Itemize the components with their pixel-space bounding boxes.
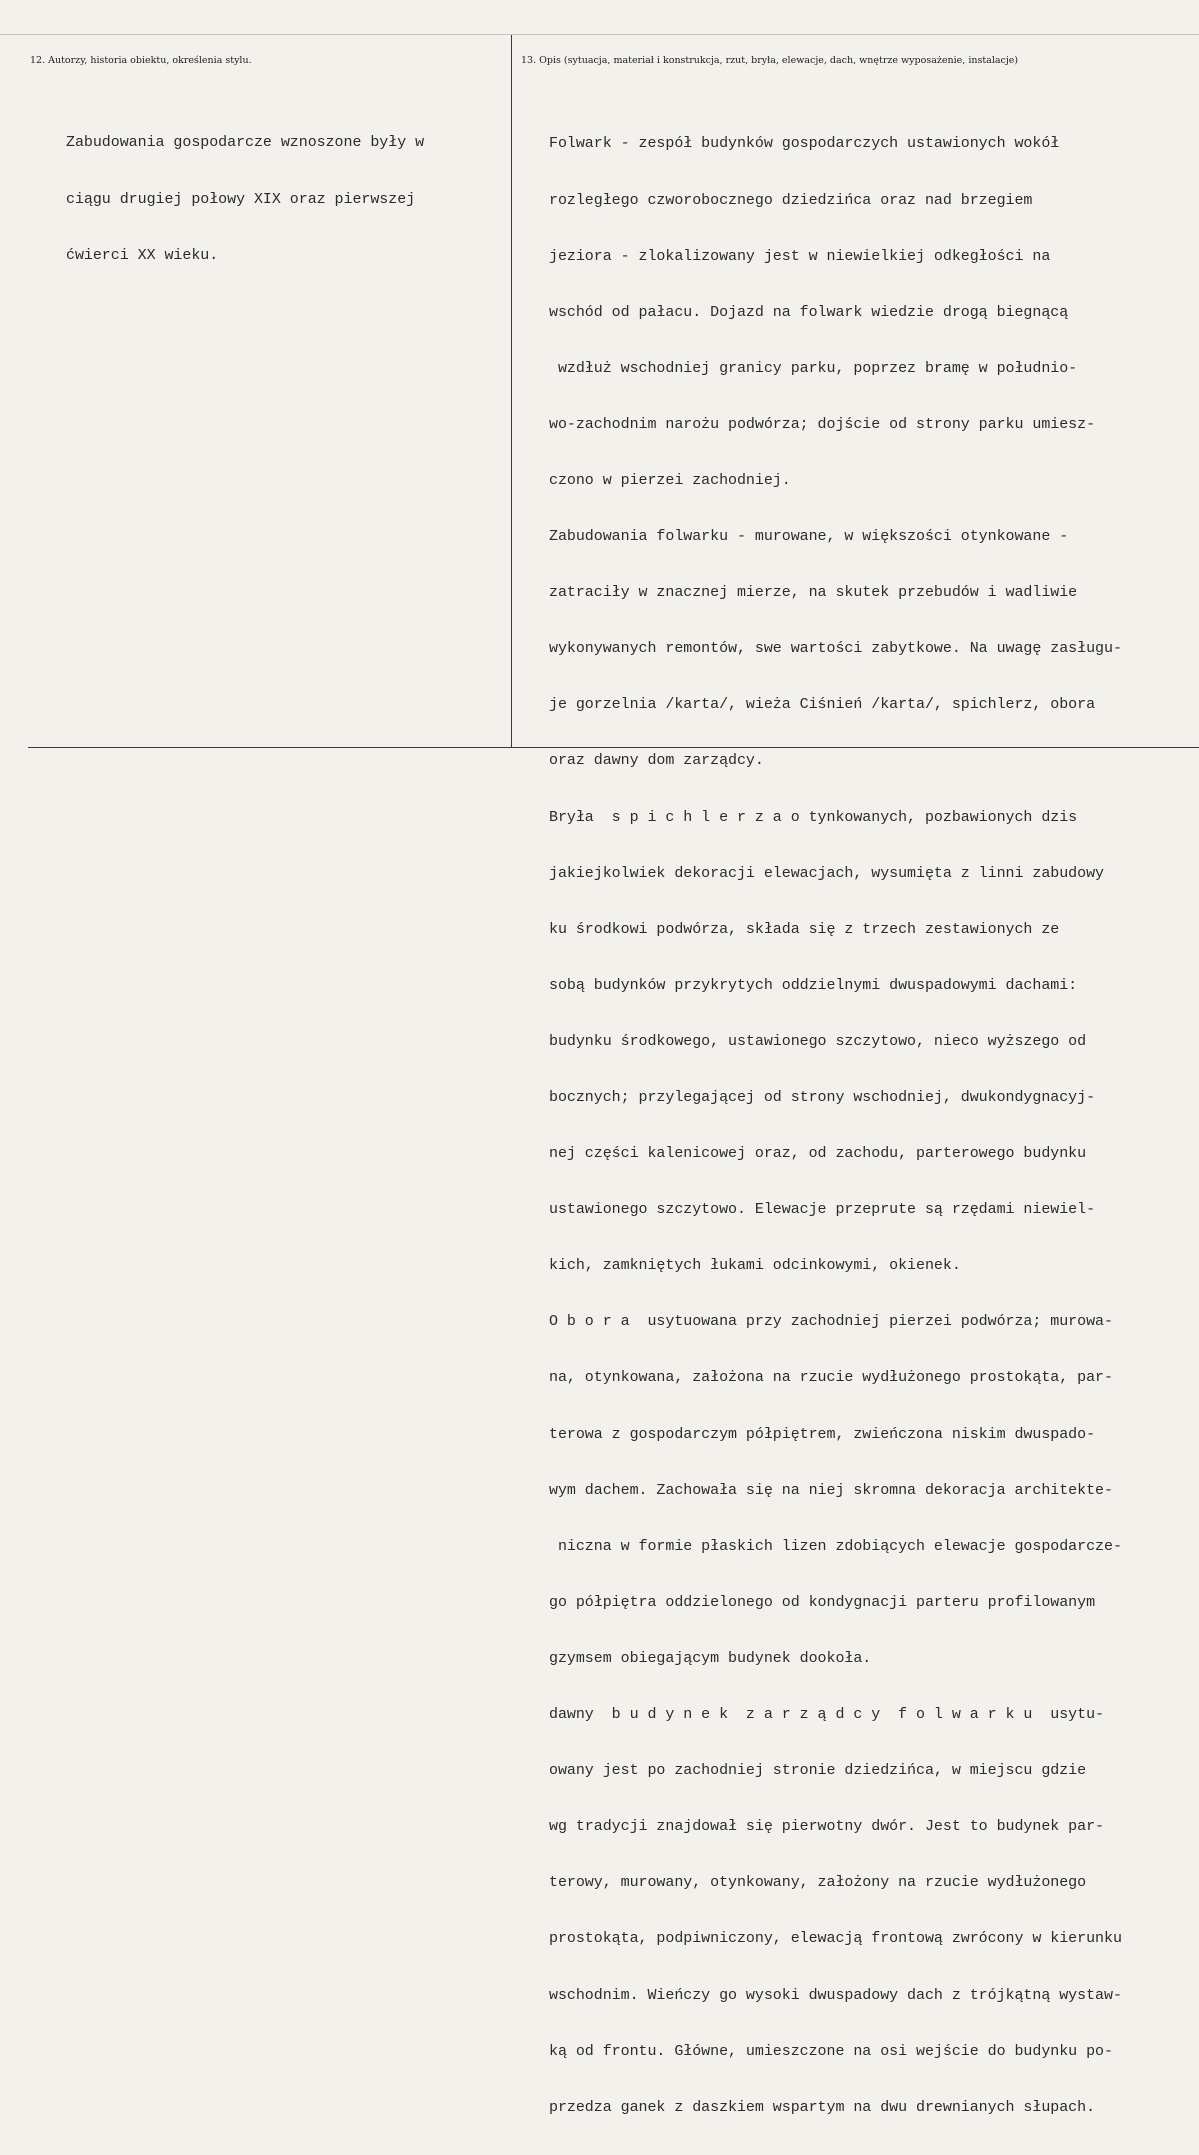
text-line: Zabudowania gospodarcze wznoszone były w [66, 134, 425, 152]
bottom-rule [28, 747, 1199, 748]
text-line: czono w pierzei zachodniej. [549, 471, 791, 489]
field-label-13: 13. Opis (sytuacja, materiał i konstrukcja, rzut, bryła, elewacje, dach, wnętrze wyposażenie, instalacje) [521, 55, 1019, 66]
text-line: jakiejkolwiek dekoracji elewacjach, wysumięta z linni zabudowy [549, 864, 1104, 882]
top-rule [0, 34, 1199, 35]
text-line: wym dachem. Zachowała się na niej skromna dekoracja architekte- [549, 1481, 1113, 1499]
text-line: ustawionego szczytowo. Elewacje przeprute są rzędami niewiel- [549, 1201, 1096, 1219]
text-line: bocznych; przylegającej od strony wschodniej, dwukondygnacyj- [549, 1089, 1096, 1106]
text-line: terowa z gospodarczym półpiętrem, zwieńczona niskim dwuspado- [549, 1425, 1096, 1443]
section-12-text [66, 97, 424, 303]
text-line: Folwark - zespół budynków gospodarczych ustawionych wokół [549, 135, 1060, 153]
text-line: wschodnim. Wieńczy go wysoki dwuspadowy dach z trójkątną wystaw- [549, 1986, 1122, 2004]
text-line: wo-zachodnim narożu podwórza; dojście od strony parku umiesz- [549, 415, 1096, 433]
text-line: gzymsem obiegającym budynek dookoła. [549, 1649, 872, 1667]
text-line: sobą budynków przykrytych oddzielnymi dwuspadowymi dachami: [549, 976, 1078, 994]
text-line: terowy, murowany, otynkowany, założony na rzucie wydłużonego [549, 1874, 1087, 1892]
text-line: je gorzelnia /karta/, wieża Ciśnień /karta/, spichlerz, obora [549, 696, 1096, 714]
text-line: go półpiętra oddzielonego od kondygnacji parteru profilowanym [549, 1593, 1096, 1611]
text-line: ką od frontu. Główne, umieszczone na osi wejście do budynku po- [549, 2042, 1113, 2060]
text-line: jeziora - zlokalizowany jest w niewielkiej odkegłości na [549, 247, 1051, 265]
text-line: Zabudowania folwarku - murowane, w większości otynkowane - [549, 528, 1069, 546]
text-line: ciągu drugiej połowy XIX oraz pierwszej [66, 190, 416, 208]
text-line: wykonywanych remontów, swe wartości zabytkowe. Na uwagę zasługu- [549, 640, 1122, 658]
text-line: oraz dawny dom zarządcy. [549, 752, 764, 770]
text-line: budynku środkowego, ustawionego szczytowo, nieco wyższego od [549, 1032, 1087, 1050]
text-line: wg tradycji znajdował się pierwotny dwór. Jest to budynek par- [549, 1818, 1104, 1836]
text-line: nej części kalenicowej oraz, od zachodu, parterowego budynku [549, 1145, 1087, 1163]
text-line: przedza ganek z daszkiem wspartym na dwu drewnianych słupach. [549, 2098, 1096, 2116]
text-line: ćwierci XX wieku. [66, 246, 219, 264]
text-line: ku środkowi podwórza, składa się z trzech zestawionych ze [549, 920, 1060, 938]
text-line: zatraciły w znacznej mierze, na skutek przebudów i wadliwie [549, 584, 1078, 602]
column-divider [511, 35, 512, 747]
text-line: Bryła s p i c h l e r z a o tynkowanych, pozbawionych dzis [549, 808, 1078, 826]
text-line: O b o r a usytuowana przy zachodniej pierzei podwórza; murowa- [549, 1313, 1113, 1331]
text-line: na, otynkowana, założona na rzucie wydłużonego prostokąta, par- [549, 1369, 1113, 1387]
text-line: dawny b u d y n e k z a r z ą d c y f o l w a r k u usytu- [549, 1706, 1104, 1724]
text-line: rozległego czworobocznego dziedzińca oraz nad brzegiem [549, 191, 1033, 209]
text-line: niczna w formie płaskich lizen zdobiących elewacje gospodarcze- [549, 1537, 1122, 1555]
field-label-12: 12. Autorzy, historia obiektu, określenia stylu. [30, 55, 252, 66]
text-line: wschód od pałacu. Dojazd na folwark wiedzie drogą biegnącą [549, 303, 1069, 321]
text-line: prostokąta, podpiwniczony, elewacją frontową zwrócony w kierunku [549, 1930, 1122, 1948]
text-line: owany jest po zachodniej stronie dziedzińca, w miejscu gdzie [549, 1762, 1087, 1780]
text-line: kich, zamkniętych łukami odcinkowymi, okienek. [549, 1257, 961, 1275]
section-13-text [549, 98, 1122, 2155]
text-line: wzdłuż wschodniej granicy parku, poprzez bramę w południo- [549, 359, 1078, 377]
